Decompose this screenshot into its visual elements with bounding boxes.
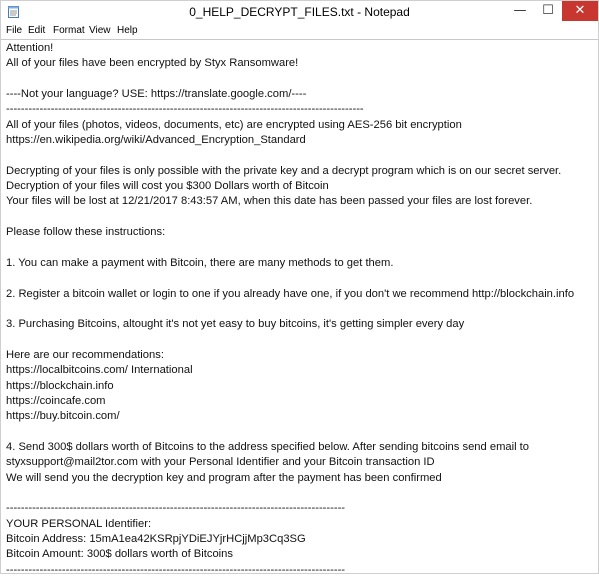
text-line: 3. Purchasing Bitcoins, altought it's not yet easy to buy bitcoins, it's getting simpler every day	[6, 318, 465, 331]
text-line	[6, 302, 598, 317]
text-line: 1. You can make a payment with Bitcoin, there are many methods to get them.	[6, 256, 394, 269]
text-line: 4. Send 300$ dollars worth of Bitcoins to the address specified below. After sending bitcoins send email to	[6, 440, 530, 453]
text-line: 2. Register a bitcoin wallet or login to one if you already have one, if you don't we recommend http://blockchain.info	[6, 287, 575, 300]
text-line: https://buy.bitcoin.com/	[6, 410, 120, 423]
text-line	[6, 148, 598, 163]
text-line: Bitcoin Amount: 300$ dollars worth of Bitcoins	[6, 548, 233, 561]
text-line	[6, 333, 598, 348]
menu-edit[interactable]: Edit	[28, 25, 46, 36]
text-line: Please follow these instructions:	[6, 226, 166, 239]
text-line	[6, 210, 598, 225]
text-line	[6, 425, 598, 440]
title-bar[interactable]	[1, 1, 598, 23]
text-line	[6, 271, 598, 286]
menu-help[interactable]: Help	[117, 25, 138, 36]
text-line: All of your files have been encrypted by Styx Ransomware!	[6, 57, 299, 70]
text-line: Decryption of your files will cost you $300 Dollars worth of Bitcoin	[6, 180, 329, 193]
minimize-button[interactable]: —	[513, 3, 527, 18]
text-line: Decrypting of your files is only possible with the private key and a decrypt program which is on our secret server.	[6, 164, 562, 177]
text-line: https://blockchain.info	[6, 379, 114, 392]
text-line	[6, 72, 598, 87]
menu-view[interactable]: View	[89, 25, 111, 36]
text-line	[6, 240, 598, 255]
menu-file[interactable]: File	[6, 25, 23, 36]
text-line: We will send you the decryption key and program after the payment has been confirmed	[6, 471, 442, 484]
text-line: Your files will be lost at 12/21/2017 8:43:57 AM, when this date has been passed your files are lost forever.	[6, 195, 533, 208]
text-line: Bitcoin Address: 15mA1ea42KSRpjYDiEJYjrHCjjMp3Cq3SG	[6, 533, 306, 545]
document-text	[6, 41, 598, 578]
text-line	[6, 486, 598, 501]
maximize-button[interactable]: ☐	[542, 3, 554, 18]
text-line: Here are our recommendations:	[6, 348, 164, 361]
text-line: YOUR PERSONAL Identifier:	[6, 517, 152, 530]
text-line: All of your files (photos, videos, documents, etc) are encrypted using AES-256 bit encryption	[6, 118, 462, 131]
text-line: Attention!	[6, 42, 54, 54]
window-title: 0_HELP_DECRYPT_FILES.txt - Notepad	[189, 5, 410, 19]
text-line: https://localbitcoins.com/ International	[6, 364, 193, 377]
text-line: ------------------------------------------------------------------------------------------------	[6, 103, 364, 116]
text-line: https://coincafe.com	[6, 394, 106, 407]
text-line: styxsupport@mail2tor.com with your Personal Identifier and your Bitcoin transaction ID	[6, 456, 435, 469]
text-line: ----Not your language? USE: https://translate.google.com/----	[6, 88, 307, 101]
text-line: https://en.wikipedia.org/wiki/Advanced_Encryption_Standard	[6, 134, 306, 147]
menu-bar	[1, 23, 598, 39]
text-line: -------------------------------------------------------------------------------------------	[6, 563, 346, 576]
text-editor[interactable]	[1, 39, 598, 576]
close-button[interactable]: ✕	[562, 1, 598, 21]
menu-format[interactable]: Format	[53, 25, 85, 36]
text-line: -------------------------------------------------------------------------------------------	[6, 502, 346, 515]
